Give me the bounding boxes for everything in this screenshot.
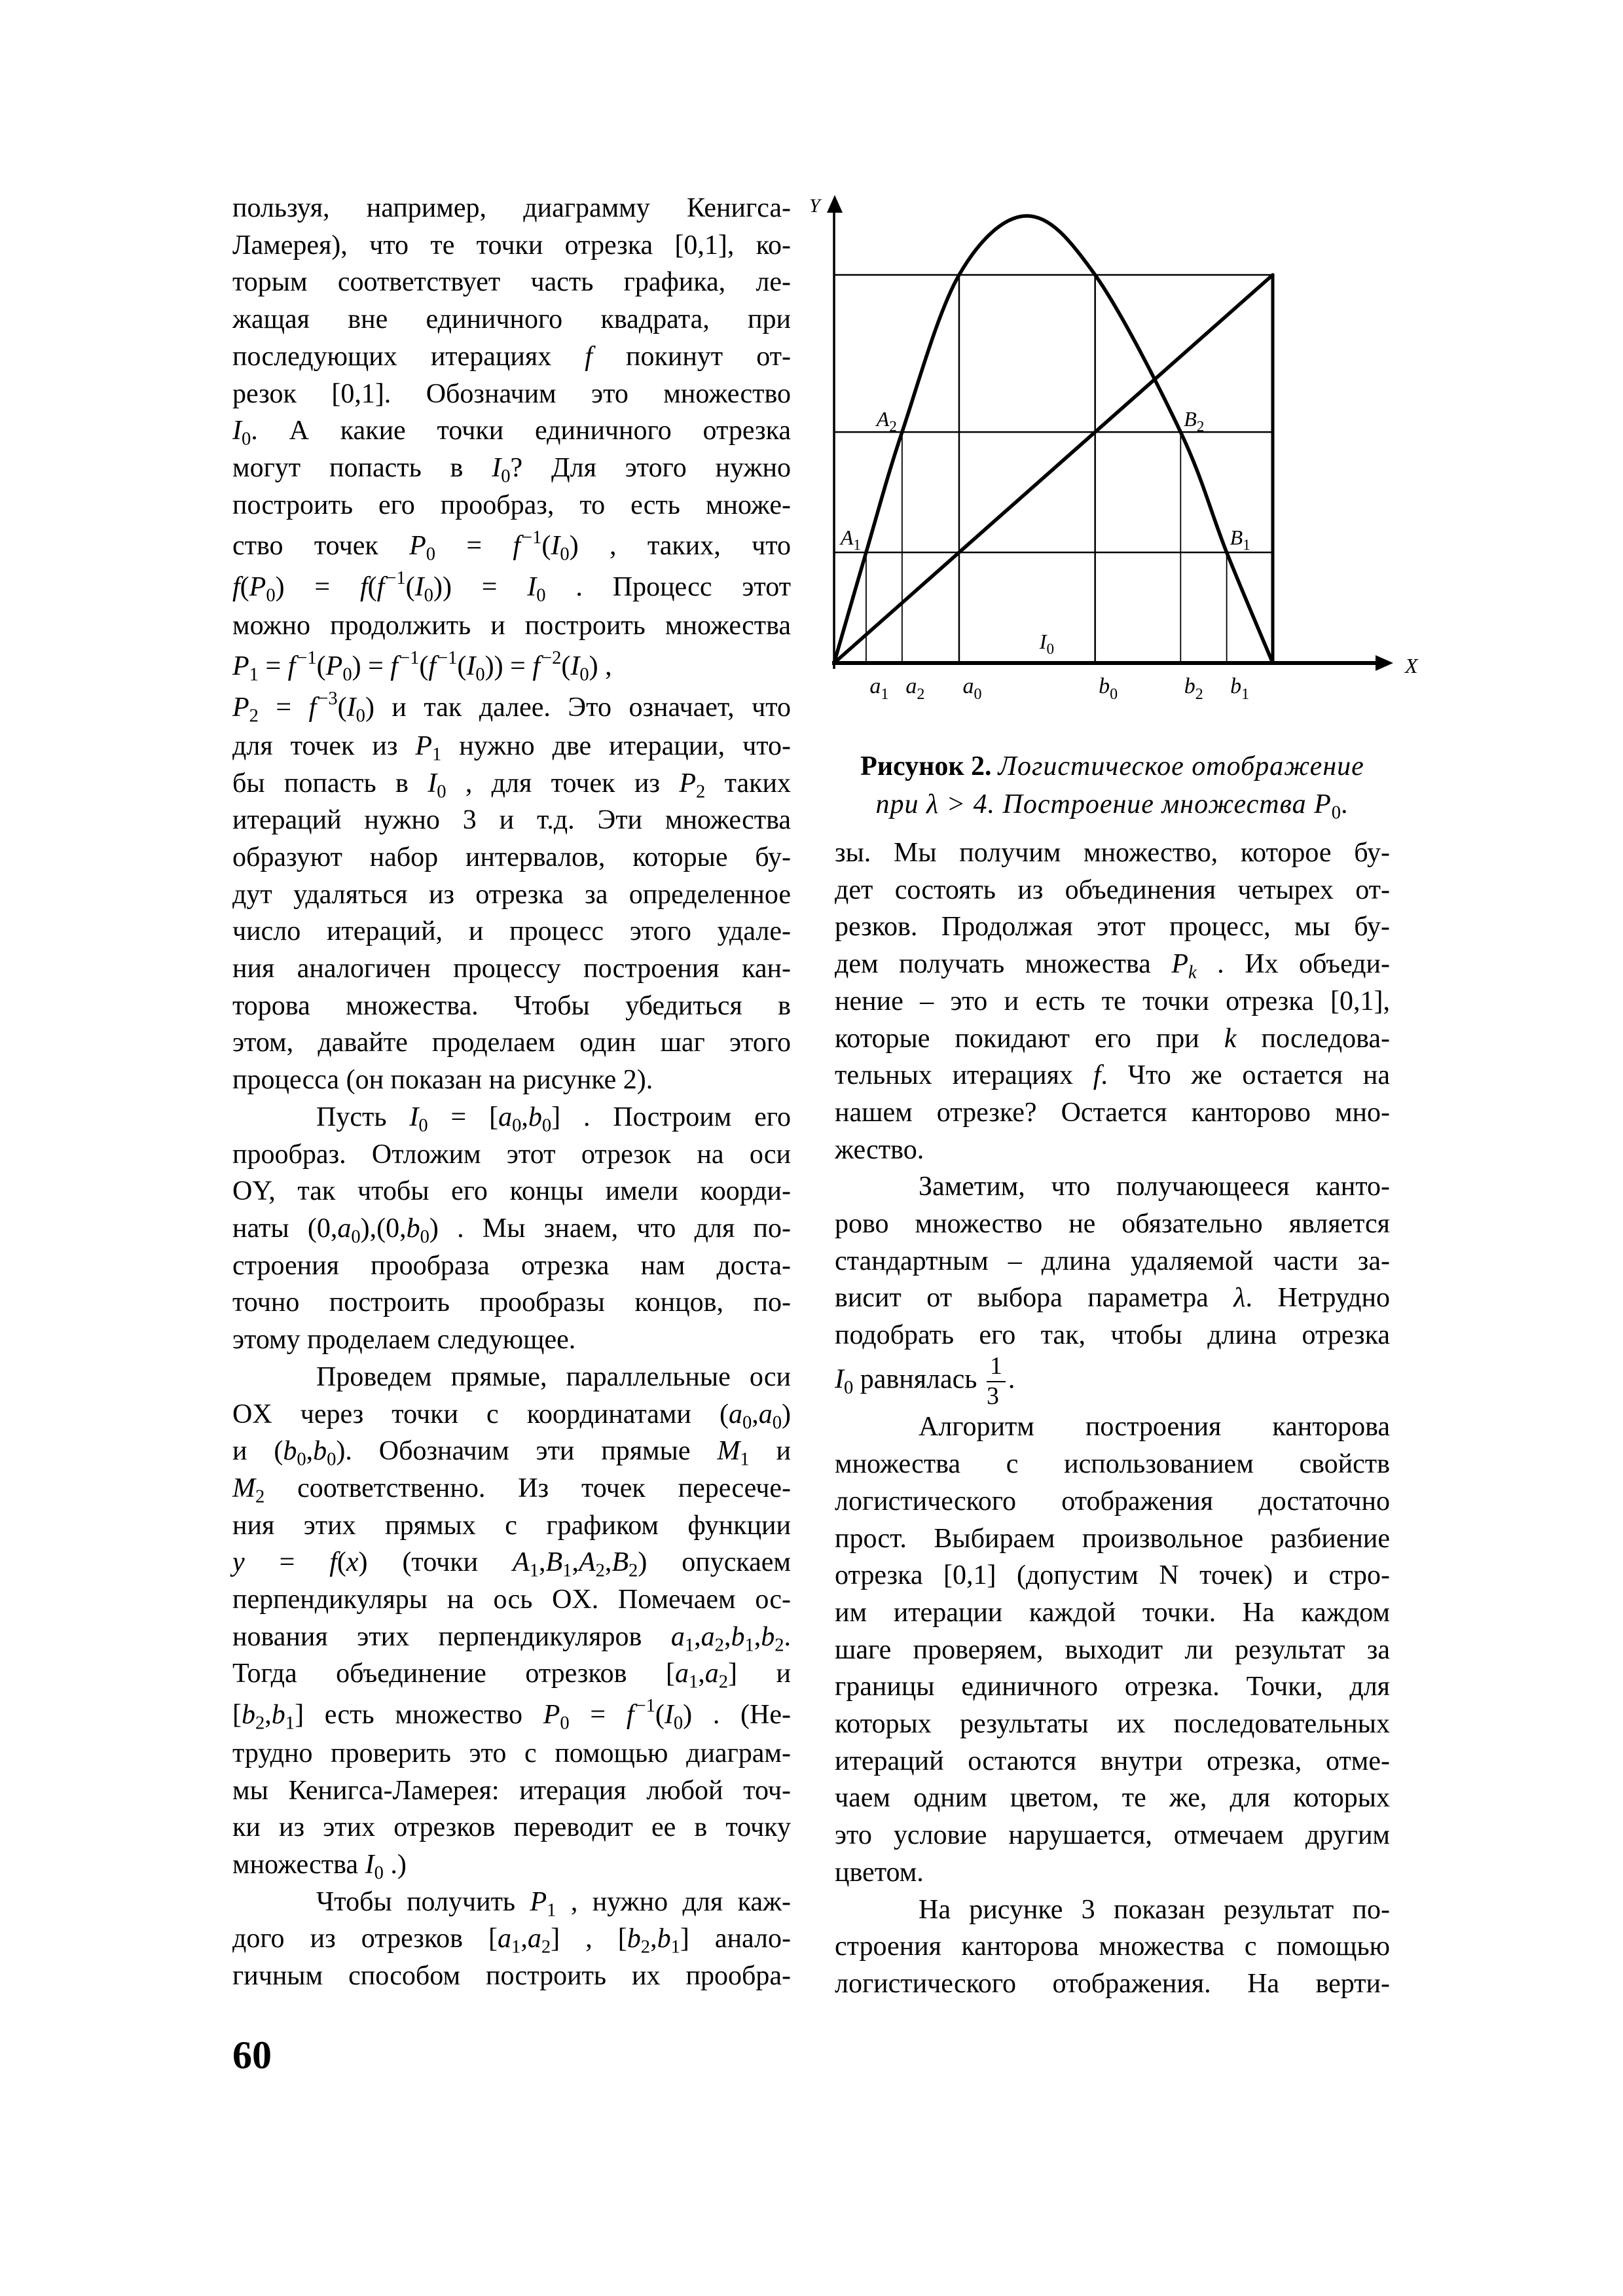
math-variable: b [627, 1924, 641, 1954]
math-variable: a [728, 1399, 742, 1429]
text-line: зы. Мы получим множество, которое бу- [835, 838, 1390, 868]
math-variable: P [409, 531, 426, 562]
subscript: 1 [881, 686, 889, 703]
text-line: ки из этих отрезков переводит ее в точку [232, 1812, 791, 1843]
text-line: OX через точки с координатами $(a_0,a_0)$ [232, 1399, 791, 1433]
math-variable: I [232, 416, 242, 446]
text-line: построить его прообраз, то есть множе- [232, 490, 791, 520]
subscript: k [1188, 962, 1197, 983]
superscript: −3 [318, 689, 338, 709]
text-line: границы единичного отрезка. Точки, для [835, 1672, 1390, 1702]
text-line: последующих итерациях f покинут от- [232, 341, 791, 372]
subscript: 0 [560, 544, 570, 565]
text-line: процесса (он показан на рисунке 2). [232, 1065, 653, 1096]
subscript: 2 [775, 1635, 784, 1656]
math-variable: b [271, 1700, 285, 1731]
subscript: 0 [974, 686, 982, 703]
math-variable: B [611, 1547, 629, 1578]
text-line: образуют набор интервалов, которые бу- [232, 842, 791, 872]
subscript: 0 [356, 706, 365, 726]
right-column [835, 834, 1390, 2003]
math-variable: I [414, 572, 424, 603]
fraction-denominator: 3 [986, 1382, 999, 1410]
series-y-f-x [834, 216, 1273, 663]
text-line: дем получать множества $P_k$ . Их объеди- [835, 949, 1391, 983]
text-line: жество. [835, 1134, 924, 1165]
math-variable: I [492, 452, 501, 483]
math-variable: b [242, 1700, 255, 1731]
text-line: y = f(x) (точки $A_1,B_1,A_2,B_2$) опускаем [232, 1547, 791, 1581]
math-variable: a [498, 1924, 512, 1954]
math-variable: I [664, 1700, 674, 1731]
math-variable: M [717, 1436, 740, 1467]
left-column [232, 190, 791, 1995]
math-variable: f [585, 341, 593, 372]
math-variable: P [1171, 949, 1188, 980]
math-variable: f [428, 651, 437, 682]
math-variable: P [543, 1700, 560, 1731]
subscript: 0 [772, 1412, 782, 1433]
math-variable: P [232, 651, 249, 682]
superscript: −1 [522, 527, 542, 548]
text-line: $P_1 = f^{-1}(P_0) = f^{-1}(f^{-1}(I_0)) = f^{-2}(I_0)$ , [232, 647, 612, 685]
math-variable: A [513, 1547, 530, 1578]
caption-label: Рисунок 2. [860, 751, 992, 781]
math-variable: M [232, 1473, 255, 1503]
tick-label-b2: $b_2$ [1184, 674, 1203, 703]
subscript: 0 [242, 429, 251, 450]
text-line: жащая вне единичного квадрата, при [232, 304, 791, 335]
math-variable: λ [926, 789, 939, 819]
math-variable: I [527, 572, 537, 603]
math-variable: P [530, 1886, 547, 1917]
subscript: 0 [297, 1449, 306, 1470]
caption-line-1 [835, 747, 1390, 785]
subscript: 0 [1110, 686, 1118, 703]
text-line: итераций остаются внутри отрезка, отме- [835, 1746, 1390, 1776]
text-line: резков. Продолжая этот процесс, мы бу- [835, 912, 1390, 942]
subscript: 1 [1241, 686, 1250, 703]
text-line: множества с использованием свойств [835, 1449, 1390, 1480]
subscript: 0 [424, 585, 433, 606]
text-line: точно построить прообразы концов, по- [232, 1287, 791, 1318]
math-variable: f [376, 572, 385, 603]
text-line: $I_0$ равнялась $\frac{1}{3}$ . [835, 1352, 1015, 1410]
subscript: 2 [255, 1486, 265, 1507]
subscript: 0 [579, 665, 589, 685]
subscript: 1 [688, 1672, 699, 1693]
subscript: 0 [501, 466, 511, 487]
text-line: для точек из $P_1$ нужно две итерации, что- [232, 730, 792, 765]
text-line: мы Кенигса-Ламерея: итерация любой точ- [232, 1775, 791, 1806]
subscript: 0 [1046, 641, 1054, 657]
math-variable: a [670, 1621, 685, 1652]
fraction-numerator: 1 [987, 1354, 1006, 1382]
text-line: прообраз. Отложим этот отрезок на оси [232, 1139, 791, 1170]
interval-label-i0: $I_0$ [1039, 630, 1054, 657]
text-line: итераций нужно 3 и т.д. Эти множества [232, 805, 791, 836]
subscript: 1 [249, 665, 259, 685]
text-line: нение – это и есть те точки отрезка [0,1], [835, 986, 1390, 1016]
subscript: 2 [640, 1937, 651, 1958]
figure-caption [835, 747, 1390, 823]
math-variable: f [390, 651, 398, 682]
math-variable: k [1224, 1023, 1237, 1054]
tick-label-b1: $b_1$ [1230, 674, 1250, 703]
math-variable: f [232, 572, 240, 603]
subscript: 0 [374, 1863, 384, 1884]
text-line: ния аналогичен процессу построения кан- [232, 954, 791, 984]
text-line: нования этих перпендикуляров $a_1,a_2,b_1,b_2$. [232, 1621, 791, 1656]
subscript: 2 [629, 1560, 638, 1581]
text-line: $I_0$. А какие точки единичного отрезка [232, 416, 791, 450]
subscript: 0 [844, 1377, 854, 1398]
subscript: 2 [255, 1713, 265, 1734]
math-variable: a [758, 1399, 773, 1429]
math-variable: P [232, 692, 249, 723]
math-variable: b [731, 1621, 745, 1652]
text-line: $f(P_0) = f(f^{-1}(I_0)) = I_0$ . Процесс этот [232, 568, 791, 606]
text-line: дого из отрезков $[a_1,a_2]$ , $[b_2,b_1]$ анало- [232, 1924, 791, 1958]
subscript: 1 [670, 1937, 680, 1958]
text-line: бы попасть в $I_0$ , для точек из $P_2$ таких [232, 768, 791, 802]
math-variable: I [409, 1102, 419, 1132]
subscript: 1 [511, 1937, 521, 1958]
page-number: 60 [232, 2034, 272, 2077]
math-variable: f [532, 651, 541, 682]
math-variable: f [359, 572, 368, 603]
math-variable: b [283, 1436, 297, 1467]
subscript: 2 [714, 1635, 724, 1656]
math-variable: I [428, 768, 437, 798]
subscript: 0 [536, 585, 546, 606]
text-line: пользуя, например, диаграмму Кенигса- [232, 193, 791, 223]
text-line: которых результаты их последовательных [835, 1709, 1390, 1740]
text-line: этому проделаем следующее. [232, 1325, 576, 1355]
math-variable: f [626, 1700, 634, 1731]
text-line: Пусть $I_0 = [a_0,b_0]$ . Построим его [316, 1102, 791, 1136]
subscript: 0 [327, 1449, 337, 1470]
point-label-b2: $B_2$ [1184, 407, 1205, 435]
math-variable: a [337, 1213, 352, 1244]
math-variable: f [513, 531, 521, 562]
text-line: Чтобы получить $P_1$ , нужно для каж- [316, 1886, 791, 1921]
point-label-a1: $A_1$ [840, 525, 861, 553]
text-line: висит от выбора параметра λ. Нетрудно [835, 1283, 1390, 1314]
math-variable: B [545, 1547, 563, 1578]
text-line: ния этих прямых с графиком функции [232, 1510, 791, 1541]
text-line: которые покидают его при k последова- [835, 1023, 1390, 1054]
axis-label-x: X [1405, 654, 1418, 677]
math-variable: P [249, 572, 266, 603]
text-line: Тогда объединение отрезков $[a_1,a_2]$ и [232, 1659, 791, 1693]
text-line: прост. Выбираем произвольное разбиение [835, 1523, 1390, 1554]
text-line: шаге проверяем, выходит ли результат за [835, 1634, 1390, 1665]
text-line: тельных итерациях f. Что же остается на [835, 1060, 1390, 1091]
subscript: 2 [1196, 418, 1205, 435]
text-line: нашем отрезке? Остается канторово мно- [835, 1097, 1390, 1128]
subscript: 1 [740, 1449, 750, 1470]
subscript: 2 [917, 686, 925, 703]
axis-label-y: Y [809, 195, 820, 217]
math-variable: f [329, 1547, 337, 1578]
text-line: $M_2$ соответственно. Из точек пересече- [232, 1473, 791, 1507]
text-line: строения прообраза отрезка нам доста- [232, 1250, 791, 1281]
text-line: чаем одним цветом, те же, для которых [835, 1783, 1390, 1814]
text-line: строения канторова множества с помощью [835, 1931, 1390, 1962]
text-line: можно продолжить и построить множества [232, 610, 791, 641]
subscript: 0 [342, 665, 352, 685]
subscript: 2 [541, 1937, 551, 1958]
text-line: OY, так чтобы его концы имели коорди- [232, 1176, 791, 1207]
subscript: 1 [285, 1713, 295, 1734]
math-variable: a [527, 1924, 541, 1954]
text-line: $P_2 = f^{-3}(I_0)$ и так далее. Это означает, что [232, 689, 791, 726]
tick-label-a1: $a_1$ [869, 674, 889, 703]
subscript: 0 [266, 585, 276, 606]
math-variable: b [657, 1924, 671, 1954]
math-variable: a [701, 1621, 715, 1652]
text-line: $[b_2,b_1]$ есть множество $P_0 = f^{-1}(I_0)$ . (Не- [232, 1696, 792, 1734]
text-line: ство точек $P_0 = f^{-1}(I_0)$ , таких, что [232, 527, 791, 565]
text-line: этом, давайте проделаем один шаг этого [232, 1028, 791, 1058]
text-line: стандартным – длина удаляемой части за- [835, 1246, 1390, 1276]
tick-label-b0: $b_0$ [1099, 674, 1118, 703]
text-line: Проведем прямые, параллельные оси [316, 1361, 791, 1392]
math-variable: a [674, 1659, 689, 1689]
text-line: рово множество не обязательно является [835, 1209, 1390, 1240]
tick-label-a2: $a_2$ [905, 674, 925, 703]
text-line: Заметим, что получающееся канто- [919, 1172, 1390, 1202]
subscript: 1 [853, 536, 861, 553]
tick-label-a0: $a_0$ [962, 674, 982, 703]
subscript: 2 [889, 418, 897, 435]
subscript: 2 [1195, 686, 1203, 703]
caption-line-2: при λ > 4. Построение множества $P_0$. [875, 789, 1349, 823]
text-line: и $(b_0,b_0)$. Обозначим эти прямые $M_1$ и [232, 1436, 792, 1470]
subscript: 1 [547, 1900, 556, 1921]
subscript: 1 [1243, 536, 1250, 553]
math-variable: f [287, 651, 296, 682]
math-variable: I [835, 1364, 844, 1395]
superscript: −1 [399, 647, 420, 668]
subscript: 0 [742, 1412, 752, 1433]
subscript: 1 [432, 744, 442, 765]
subscript: 0 [351, 1227, 361, 1247]
subscript: 1 [684, 1635, 695, 1656]
subscript: 1 [529, 1560, 539, 1581]
superscript: −1 [635, 1696, 655, 1717]
caption-text: Логистическое отображение [998, 751, 1364, 781]
text-line: им итерации каждой точки. На каждом [835, 1597, 1390, 1628]
text-line: трудно проверить это с помощью диаграм- [232, 1738, 791, 1768]
superscript: −2 [541, 647, 562, 668]
math-variable: I [346, 692, 356, 723]
text-line: дет состоять из объединения четырех от- [835, 874, 1390, 905]
subscript: 0 [420, 1227, 429, 1247]
subscript: 0 [1331, 802, 1342, 823]
subscript: 2 [695, 781, 706, 802]
math-variable: I [466, 651, 476, 682]
subscript: 2 [595, 1560, 605, 1581]
subscript: 0 [437, 781, 447, 802]
math-variable: y [232, 1547, 245, 1578]
text-line: наты $(0,a_0),(0,b_0)$ . Мы знаем, что для по- [232, 1213, 791, 1247]
math-variable: I [570, 651, 580, 682]
math-variable: P [1314, 789, 1332, 819]
math-variable: b [528, 1102, 542, 1132]
math-variable: b [761, 1621, 775, 1652]
y-axis-arrowhead [827, 195, 843, 213]
subscript: 2 [718, 1672, 729, 1693]
subscript: 0 [673, 1713, 684, 1734]
superscript: −1 [386, 568, 406, 589]
text-line: дут удаляться из отрезка за определенное [232, 879, 791, 910]
subscript: 1 [744, 1635, 754, 1656]
text-line: логистического отображения. На верти- [835, 1968, 1390, 1999]
subscript: 2 [249, 706, 259, 726]
math-variable: f [1093, 1060, 1101, 1091]
subscript: 0 [475, 665, 485, 685]
fraction [987, 1354, 1006, 1409]
text-line: это условие нарушается, отмечаем другим [835, 1820, 1390, 1851]
subscript: 0 [541, 1115, 552, 1136]
text-line: На рисунке 3 показан результат по- [919, 1894, 1390, 1925]
math-variable: b [406, 1213, 420, 1244]
math-variable: A [578, 1547, 596, 1578]
superscript: −1 [297, 647, 317, 668]
text-line: торым соответствует часть графика, ле- [232, 267, 791, 298]
x-axis-arrowhead [1376, 655, 1393, 671]
text-line: логистического отображения достаточно [835, 1486, 1390, 1516]
point-label-a2: $A_2$ [876, 407, 897, 435]
math-variable: λ [1233, 1283, 1246, 1314]
series-y-x [834, 275, 1273, 663]
text-line: число итераций, и процесс этого удале- [232, 916, 791, 947]
math-variable: I [551, 531, 560, 562]
text-line: торова множества. Чтобы убедиться в [232, 990, 791, 1021]
point-label-b1: $B_1$ [1230, 525, 1250, 553]
math-variable: b [313, 1436, 327, 1467]
subscript: 0 [418, 1115, 428, 1136]
math-variable: x [346, 1547, 359, 1578]
math-variable: f [308, 692, 317, 723]
text-line: отрезка [0,1] (допустим N точек) и стро- [835, 1560, 1390, 1591]
math-variable: P [325, 651, 343, 682]
subscript: 1 [562, 1560, 572, 1581]
text-line: подобрать его так, чтобы длина отрезка [835, 1320, 1390, 1351]
text-line: множества $I_0$ .) [232, 1849, 407, 1884]
subscript: 0 [426, 544, 436, 565]
subscript: 0 [560, 1713, 570, 1734]
text-line: гичным способом построить их прообра- [232, 1961, 791, 1992]
text-line: Алгоритм построения канторова [919, 1412, 1390, 1443]
text-line: могут попасть в $I_0$? Для этого нужно [232, 452, 791, 487]
math-variable: I [365, 1849, 374, 1880]
math-variable: a [498, 1102, 513, 1132]
math-variable: a [704, 1659, 719, 1689]
text-line: резок [0,1]. Обозначим это множество [232, 378, 791, 409]
text-line: перпендикуляры на ось OX. Помечаем ос- [232, 1585, 791, 1615]
text-line: Ламерея), что те точки отрезка [0,1], ко- [232, 230, 791, 260]
superscript: −1 [437, 647, 458, 668]
subscript: 0 [512, 1115, 522, 1136]
figure-2-logistic-map-plot [799, 183, 1440, 720]
math-variable: P [415, 730, 433, 761]
math-variable: P [679, 768, 696, 798]
text-line: цветом. [835, 1857, 924, 1888]
